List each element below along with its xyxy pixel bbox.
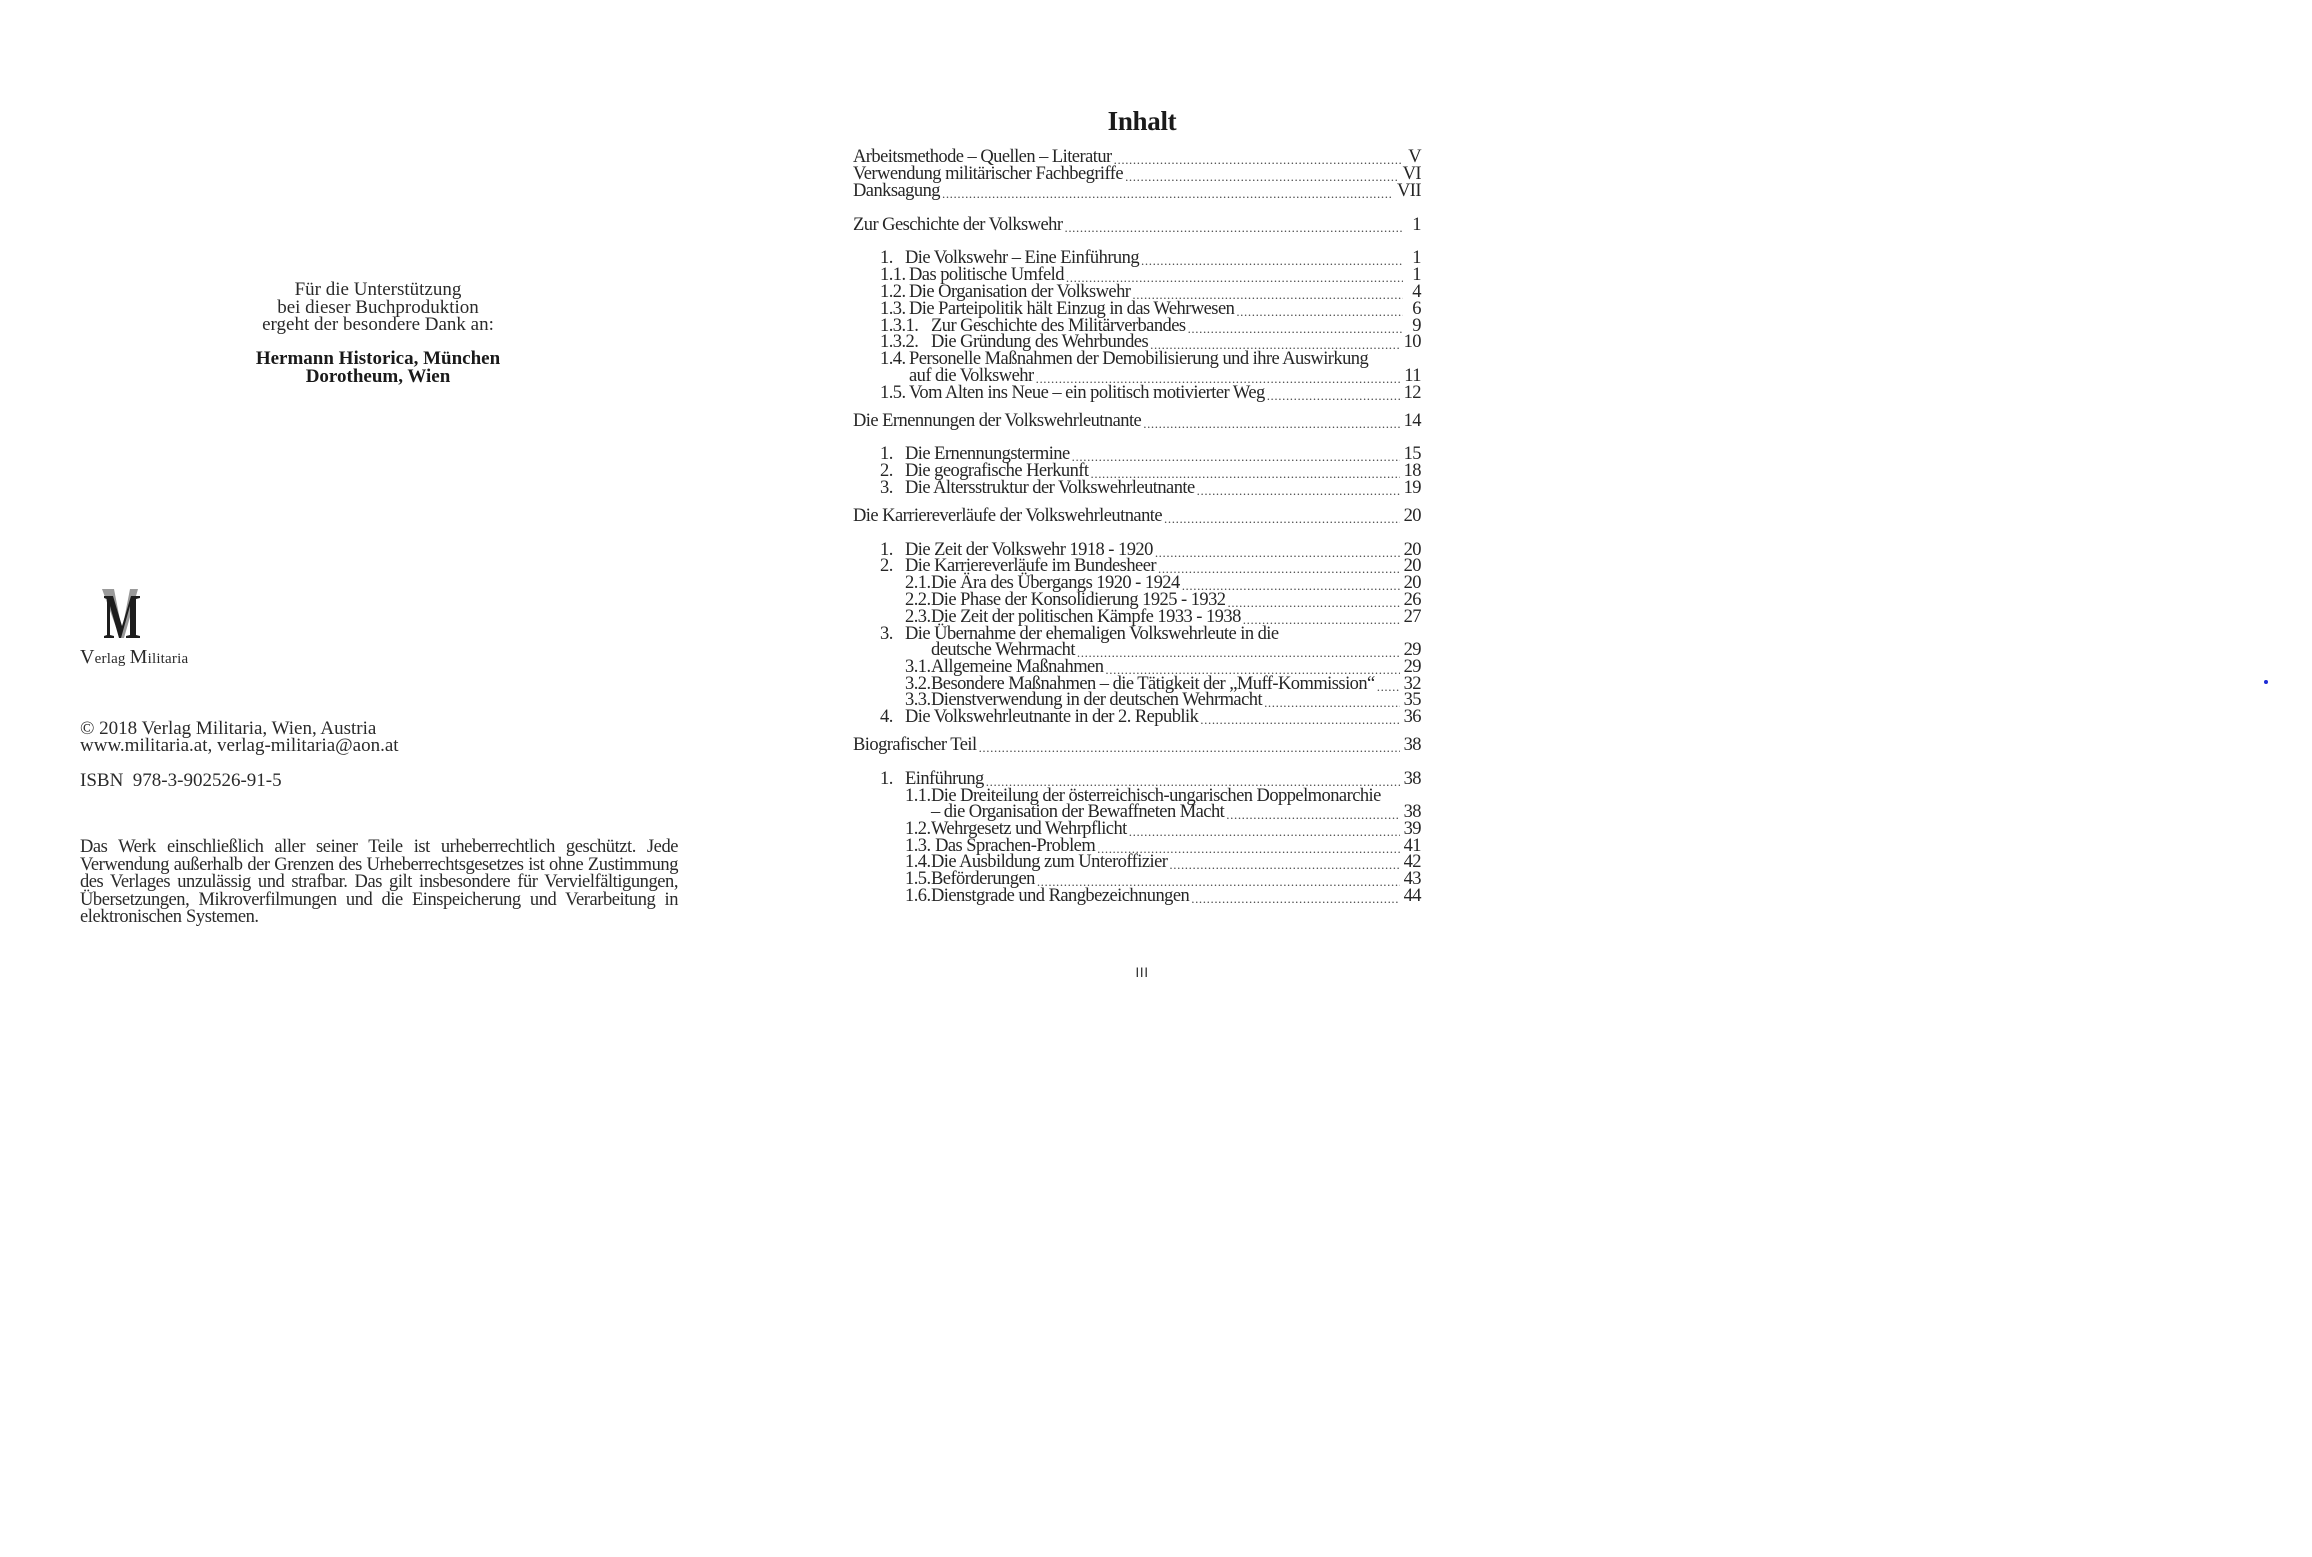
toc-entry-number: 1.4.	[905, 852, 931, 872]
toc-entry-label: Arbeitsmethode – Quellen – Literatur	[853, 147, 1112, 167]
toc-entry-page: 35	[1403, 690, 1421, 710]
logo-word: erlag	[94, 651, 130, 667]
toc-entry-label: Die Ausbildung zum Unteroffizier	[931, 852, 1168, 872]
toc-entry-label: Die Altersstruktur der Volkswehrleutnante	[905, 478, 1195, 498]
toc-entry-label: Die Dreiteilung der österreichisch-ungarischen Doppelmonarchie	[931, 786, 1381, 806]
toc-entry-label: Die Karriereverläufe im Bundesheer	[905, 556, 1156, 576]
toc-entry-label: Die Ernennungen der Volkswehrleutnante	[853, 411, 1142, 431]
toc-entry-number: 3.2.	[905, 674, 931, 694]
toc-entry	[853, 507, 1421, 526]
toc-entry-page: 1	[1412, 265, 1421, 285]
toc-entry-page: 41	[1403, 836, 1421, 856]
toc-entry-page: 11	[1404, 366, 1421, 386]
legal-notice: Das Werk einschließlich aller seiner Teile ist urheberrechtlich geschützt. Jede Verwendung außerhalb der Grenzen des Urheberrechtsgesetzes ist ohne Zustimmung des Verlages unzulässig und strafbar. Das gilt insbesondere für Vervielfältigungen, Übersetzungen, Mikroverfilmungen und die Einspeicherung und Verarbeitung in elektronischen Systemen.	[80, 837, 678, 928]
toc-entry-number: 1.5.	[905, 869, 931, 889]
toc-entry-label: Die Ernennungstermine	[905, 444, 1070, 464]
toc-entry	[853, 216, 1421, 235]
toc-entry-page: 9	[1412, 316, 1421, 336]
toc-entry-page: 39	[1403, 819, 1421, 839]
toc-dot-leader	[1143, 412, 1399, 431]
toc-entry-number: 1.6.	[905, 886, 931, 906]
toc-entry-label: Die Parteipolitik hält Einzug in das Wehrwesen	[909, 299, 1235, 319]
toc-entry	[853, 412, 1421, 431]
toc-entry-label: Zur Geschichte der Volkswehr	[853, 215, 1063, 235]
toc-entry-page: 29	[1403, 640, 1421, 660]
toc-entry-page: 1	[1412, 248, 1421, 268]
toc-entry-label: Verwendung militärischer Fachbegriffe	[853, 164, 1124, 184]
toc-entry-label: Danksagung	[853, 181, 940, 201]
contact-line: www.militaria.at, verlag-militaria@aon.at	[80, 735, 399, 756]
toc-dot-leader	[1191, 887, 1399, 906]
toc-dot-leader	[1197, 479, 1400, 498]
toc-entry-label: Biografischer Teil	[853, 735, 977, 755]
logo-word: ilitaria	[147, 651, 189, 667]
toc-entry-label: Einführung	[905, 769, 984, 789]
thanks-line: ergeht der besondere Dank an:	[262, 314, 494, 335]
toc-entry-page: 44	[1403, 886, 1421, 906]
toc-entry-number: 2.3.	[905, 607, 931, 627]
toc-entry-page: 36	[1403, 707, 1421, 727]
toc-entry-label: deutsche Wehrmacht	[931, 640, 1075, 660]
toc-dot-leader	[942, 182, 1393, 201]
publisher-name	[80, 646, 188, 669]
toc-entry-label: Die Übernahme der ehemaligen Volkswehrleute in die	[905, 624, 1279, 644]
toc-entry-number: 2.	[880, 556, 893, 576]
marker-dot	[2264, 680, 2268, 684]
toc-entry-number: 3.	[880, 624, 893, 644]
monogram-vm-icon	[80, 586, 150, 642]
toc-entry-label: Zur Geschichte des Militärverbandes	[931, 316, 1186, 336]
thanks-line: Für die Unterstützung	[294, 279, 462, 300]
toc-entry-number: 3.	[880, 478, 893, 498]
sponsor-name: Dorotheum, Wien	[305, 366, 451, 387]
toc-entry-label: Allgemeine Maßnahmen	[931, 657, 1104, 677]
toc-dot-leader	[1267, 384, 1400, 403]
toc-entry-number: 4.	[880, 707, 893, 727]
toc-dot-leader	[1164, 507, 1400, 526]
toc-entry-label: Beförderungen	[931, 869, 1035, 889]
toc-entry-number: 1.4.	[880, 349, 906, 369]
toc-entry-page: 4	[1412, 282, 1421, 302]
copyright-line: © 2018 Verlag Militaria, Wien, Austria	[80, 718, 377, 739]
toc-entry-number: 2.2.	[905, 590, 931, 610]
toc-entry-page: 20	[1403, 556, 1421, 576]
toc-entry-number: 1.2.	[880, 282, 906, 302]
toc-entry	[853, 887, 1421, 906]
toc-entry-page: 29	[1403, 657, 1421, 677]
toc-entry-number: 1.1.	[905, 786, 931, 806]
toc-title: Inhalt	[1107, 106, 1177, 136]
publisher-logo	[80, 586, 189, 668]
toc-entry	[853, 708, 1421, 727]
toc-dot-leader	[1200, 708, 1399, 727]
toc-entry-page: 6	[1412, 299, 1421, 319]
toc-entry-page: 26	[1403, 590, 1421, 610]
toc-entry-label: Die Organisation der Volkswehr	[909, 282, 1131, 302]
toc-entry-page: 38	[1403, 769, 1421, 789]
sponsor-name: Hermann Historica, München	[255, 348, 501, 369]
toc-entry-page: 38	[1403, 802, 1421, 822]
toc-entry-label: Vom Alten ins Neue – ein politisch motivierter Weg	[909, 383, 1265, 403]
toc-entry-page: 19	[1403, 478, 1421, 498]
toc-entry-label: Die Zeit der Volkswehr 1918 - 1920	[905, 540, 1153, 560]
toc-entry-page: 43	[1403, 869, 1421, 889]
toc-entry-number: 1.	[880, 540, 893, 560]
toc-entry-label: Das politische Umfeld	[909, 265, 1064, 285]
toc-dot-leader	[979, 736, 1400, 755]
toc-entry-label: – die Organisation der Bewaffneten Macht	[931, 802, 1225, 822]
toc-entry-label: Die Gründung des Wehrbundes	[931, 332, 1149, 352]
toc-entry-label: Wehrgesetz und Wehrpflicht	[931, 819, 1127, 839]
toc-entry-page: 10	[1403, 332, 1421, 352]
toc-entry-label: Die Phase der Konsolidierung 1925 - 1932	[931, 590, 1226, 610]
toc-entry-page: 42	[1403, 852, 1421, 872]
toc-entry-page: 18	[1403, 461, 1421, 481]
toc-entry-page: VI	[1402, 164, 1421, 184]
page-number: III	[1135, 964, 1149, 980]
toc-entry-page: 15	[1403, 444, 1421, 464]
toc-entry-page: 20	[1403, 506, 1421, 526]
toc-entry-number: 1.3.	[880, 299, 906, 319]
toc-entry-number: 3.1.	[905, 657, 931, 677]
toc-entry-page: 1	[1412, 215, 1421, 235]
toc-entry-label: Dienstgrade und Rangbezeichnungen	[931, 886, 1190, 906]
toc-entry-label: Die Zeit der politischen Kämpfe 1933 - 1938	[931, 607, 1241, 627]
toc-entry-page: 20	[1403, 573, 1421, 593]
toc-entry-number: 1.3.1.	[880, 316, 919, 336]
toc-entry-number: 2.	[880, 461, 893, 481]
toc-entry-label: Die Karriereverläufe der Volkswehrleutnante	[853, 506, 1163, 526]
toc-entry	[853, 182, 1421, 201]
toc-entry-page: V	[1408, 147, 1421, 167]
toc-entry-page: 14	[1403, 411, 1421, 431]
toc-entry-number: 1.	[880, 248, 893, 268]
toc-entry-number: 1.	[880, 769, 893, 789]
toc-entry-label: Die Volkswehrleutnante in der 2. Republik	[905, 707, 1199, 727]
thanks-line: bei dieser Buchproduktion	[277, 297, 479, 318]
toc-entry-number: 1.3.	[905, 836, 931, 856]
toc-entry-number: 1.3.2.	[880, 332, 919, 352]
toc-entry-page: 20	[1403, 540, 1421, 560]
toc-entry-label: Die geografische Herkunft	[905, 461, 1089, 481]
toc-entry-number: 1.5.	[880, 383, 906, 403]
logo-letter: M	[129, 646, 148, 668]
toc-entry-label: Die Ära des Übergangs 1920 - 1924	[931, 573, 1180, 593]
toc-entry-label: Die Volkswehr – Eine Einführung	[905, 248, 1140, 268]
toc-entry	[853, 479, 1421, 498]
toc-entry-number: 1.	[880, 444, 893, 464]
logo-letter: V	[80, 646, 95, 668]
toc-entry-page: VII	[1396, 181, 1421, 201]
toc-entry-page: 38	[1403, 735, 1421, 755]
toc-dot-leader	[1064, 216, 1403, 235]
toc-entry-page: 32	[1403, 674, 1421, 694]
toc-entry-label: Personelle Maßnahmen der Demobilisierung und ihre Auswirkung	[909, 349, 1369, 369]
isbn-line: ISBN 978-3-902526-91-5	[80, 770, 282, 791]
toc-entry-label: auf die Volkswehr	[909, 366, 1034, 386]
toc-entry-label: Das Sprachen-Problem	[931, 836, 1096, 856]
toc-entry-label: Besondere Maßnahmen – die Tätigkeit der „Muff-Kommission“	[931, 674, 1375, 694]
toc-entry	[853, 736, 1421, 755]
toc-entry-page: 12	[1403, 383, 1421, 403]
toc-entry-page: 27	[1403, 607, 1421, 627]
toc-entry-label: Dienstverwendung in der deutschen Wehrmacht	[931, 690, 1263, 710]
toc-entry	[853, 384, 1421, 403]
toc-entry-number: 2.1.	[905, 573, 931, 593]
toc-entry-number: 1.1.	[880, 265, 906, 285]
toc-entry-number: 1.2.	[905, 819, 931, 839]
toc-entry-number: 3.3.	[905, 690, 931, 710]
